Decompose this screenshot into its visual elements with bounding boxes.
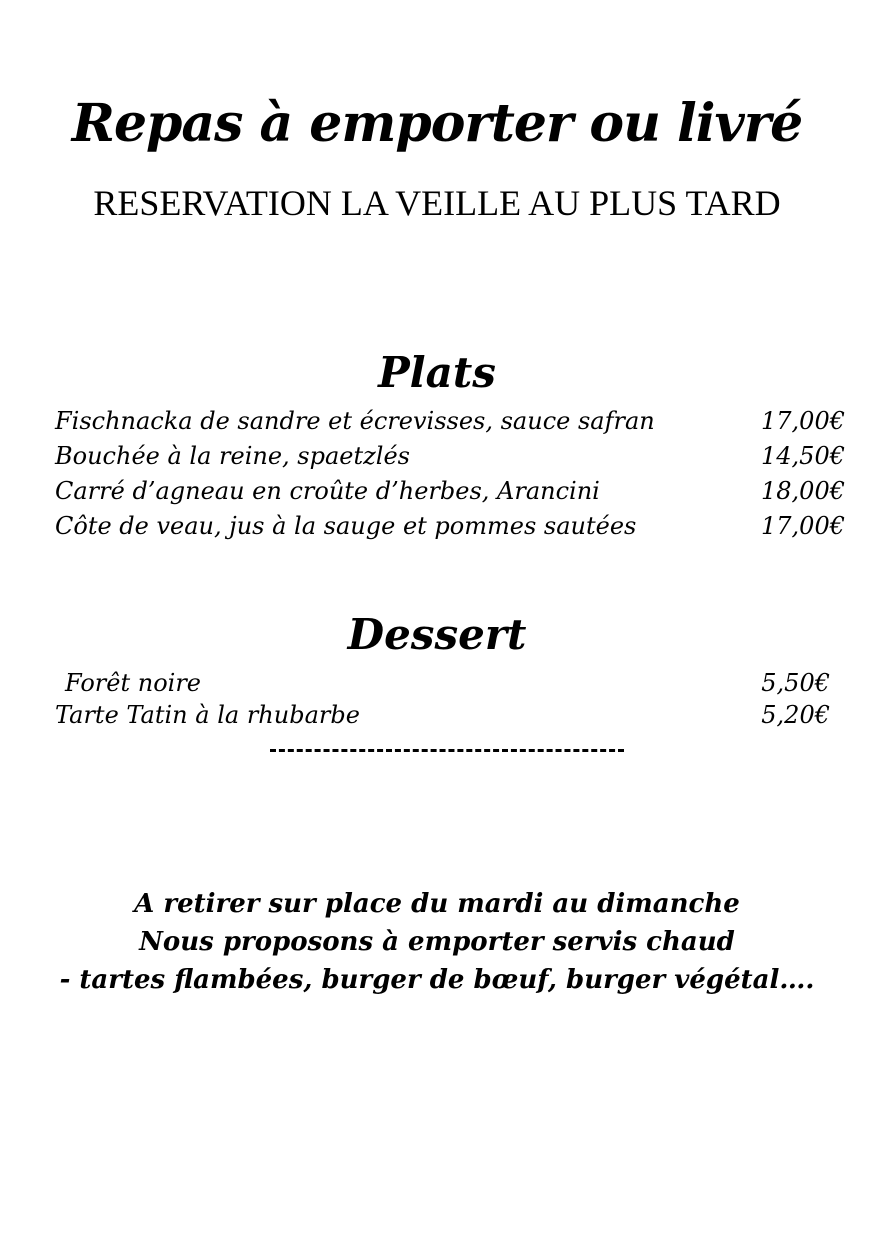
menu-item-name: Bouchée à la reine, spaetzlés	[55, 442, 410, 470]
menu-item-price: 5,20€	[761, 701, 830, 729]
reservation-notice: RESERVATION LA VEILLE AU PLUS TARD	[93, 183, 781, 223]
menu-item-price: 17,00€	[761, 512, 845, 540]
pickup-info: A retirer sur place du mardi au dimanche	[134, 889, 740, 919]
plats-heading: Plats	[378, 348, 496, 397]
menu-item-plat	[55, 404, 845, 438]
menu-item-name: Fischnacka de sandre et écrevisses, sauce safran	[55, 407, 655, 435]
menu-item-price: 14,50€	[761, 442, 845, 470]
menu-item-plat	[55, 439, 845, 473]
takeaway-info: Nous proposons à emporter servis chaud	[139, 927, 735, 957]
menu-item-price: 17,00€	[761, 407, 845, 435]
menu-item-plat	[55, 474, 845, 508]
page-title: Repas à emporter ou livré	[71, 93, 803, 154]
takeaway-items: - tartes flambées, burger de bœuf, burger végétal….	[59, 965, 815, 995]
dashed-divider	[270, 749, 624, 752]
menu-item-name: Forêt noire	[65, 669, 201, 697]
menu-item-name: Tarte Tatin à la rhubarbe	[55, 701, 360, 729]
menu-item-price: 18,00€	[761, 477, 845, 505]
menu-item-name: Carré d’agneau en croûte d’herbes, Arancini	[55, 477, 600, 505]
menu-item-price: 5,50€	[761, 669, 830, 697]
menu-item-dessert	[65, 666, 830, 700]
dessert-heading: Dessert	[347, 610, 527, 659]
menu-item-plat	[55, 509, 845, 543]
menu-item-name: Côte de veau, jus à la sauge et pommes sautées	[55, 512, 637, 540]
menu-item-dessert	[55, 698, 830, 732]
